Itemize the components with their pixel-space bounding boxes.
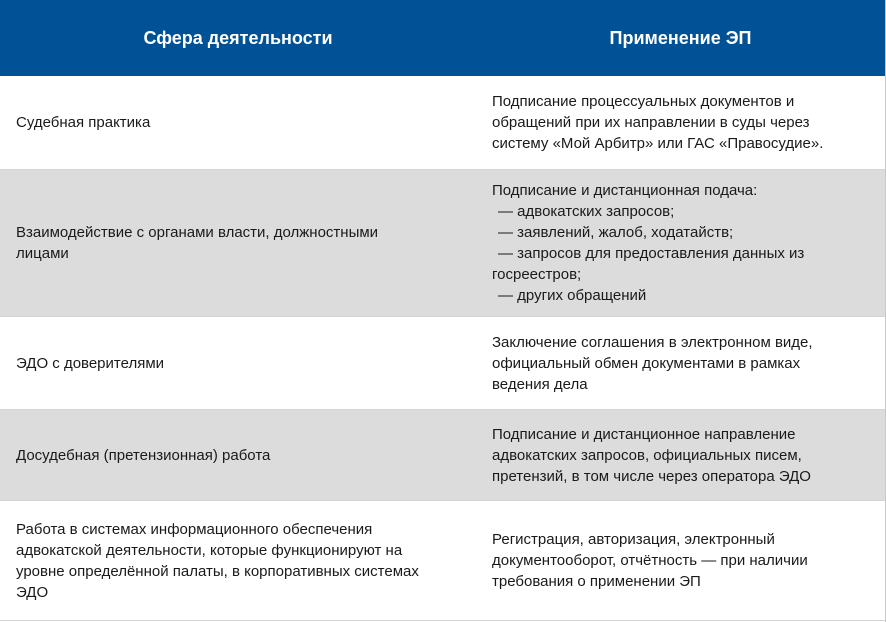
usage-line: Заключение соглашения в электронном виде, (492, 333, 813, 351)
sphere-cell (0, 170, 476, 316)
sphere-line: Работа в системах информационного обеспечения (16, 520, 373, 538)
usage-cell (476, 170, 885, 316)
usage-line: Подписание процессуальных документов и (492, 93, 795, 110)
usage-line: Подписание и дистанционная подача: (492, 182, 758, 199)
sphere-cell (0, 410, 476, 500)
sphere-text: ЭДО с доверителями (16, 354, 165, 372)
usage-list-item: — запросов для предоставления данных из (498, 245, 805, 262)
usage-line: Регистрация, авторизация, электронный (492, 531, 775, 548)
table-row (0, 76, 885, 170)
usage-cell (476, 317, 885, 409)
table-row (0, 501, 885, 621)
usage-line: адвокатских запросов, официальных писем, (492, 446, 802, 464)
usage-line: систему «Мой Арбитр» или ГАС «Правосудие». (492, 135, 824, 152)
sphere-text: Судебная практика (16, 114, 151, 131)
table-header (0, 0, 885, 76)
table-row (0, 170, 885, 317)
usage-line: госреестров; (492, 266, 582, 283)
usage-line: претензий, в том числе через оператора ЭДО (492, 467, 811, 485)
usage-line: документооборот, отчётность — при наличии (492, 552, 808, 569)
usage-list-item: — адвокатских запросов; (498, 203, 675, 220)
sphere-line: ЭДО (16, 583, 49, 601)
sphere-cell (0, 317, 476, 409)
usage-cell (476, 76, 885, 169)
usage-line: требования о применении ЭП (492, 573, 701, 590)
sphere-line: адвокатской деятельности, которые функционируют на (16, 541, 403, 559)
usage-cell (476, 410, 885, 500)
sphere-text: Досудебная (претензионная) работа (16, 446, 271, 464)
table-row (0, 317, 885, 410)
header-sphere: Сфера деятельности (143, 27, 333, 48)
usage-line: официальный обмен документами в рамках (492, 354, 801, 372)
sphere-line: лицами (16, 245, 69, 262)
usage-list-item: — заявлений, жалоб, ходатайств; (498, 224, 734, 241)
header-usage: Применение ЭП (609, 27, 752, 48)
usage-line: ведения дела (492, 375, 588, 393)
sphere-cell (0, 76, 476, 169)
table-row (0, 410, 885, 501)
sphere-cell (0, 501, 476, 620)
sphere-line: Взаимодействие с органами власти, должностными (16, 224, 379, 241)
usage-line: обращений при их направлении в суды через (492, 114, 810, 131)
usage-list-item: — других обращений (498, 287, 647, 304)
usage-cell (476, 501, 885, 620)
sphere-line: уровне определённой палаты, в корпоративных системах (16, 562, 419, 580)
usage-line: Подписание и дистанционное направление (492, 425, 796, 443)
